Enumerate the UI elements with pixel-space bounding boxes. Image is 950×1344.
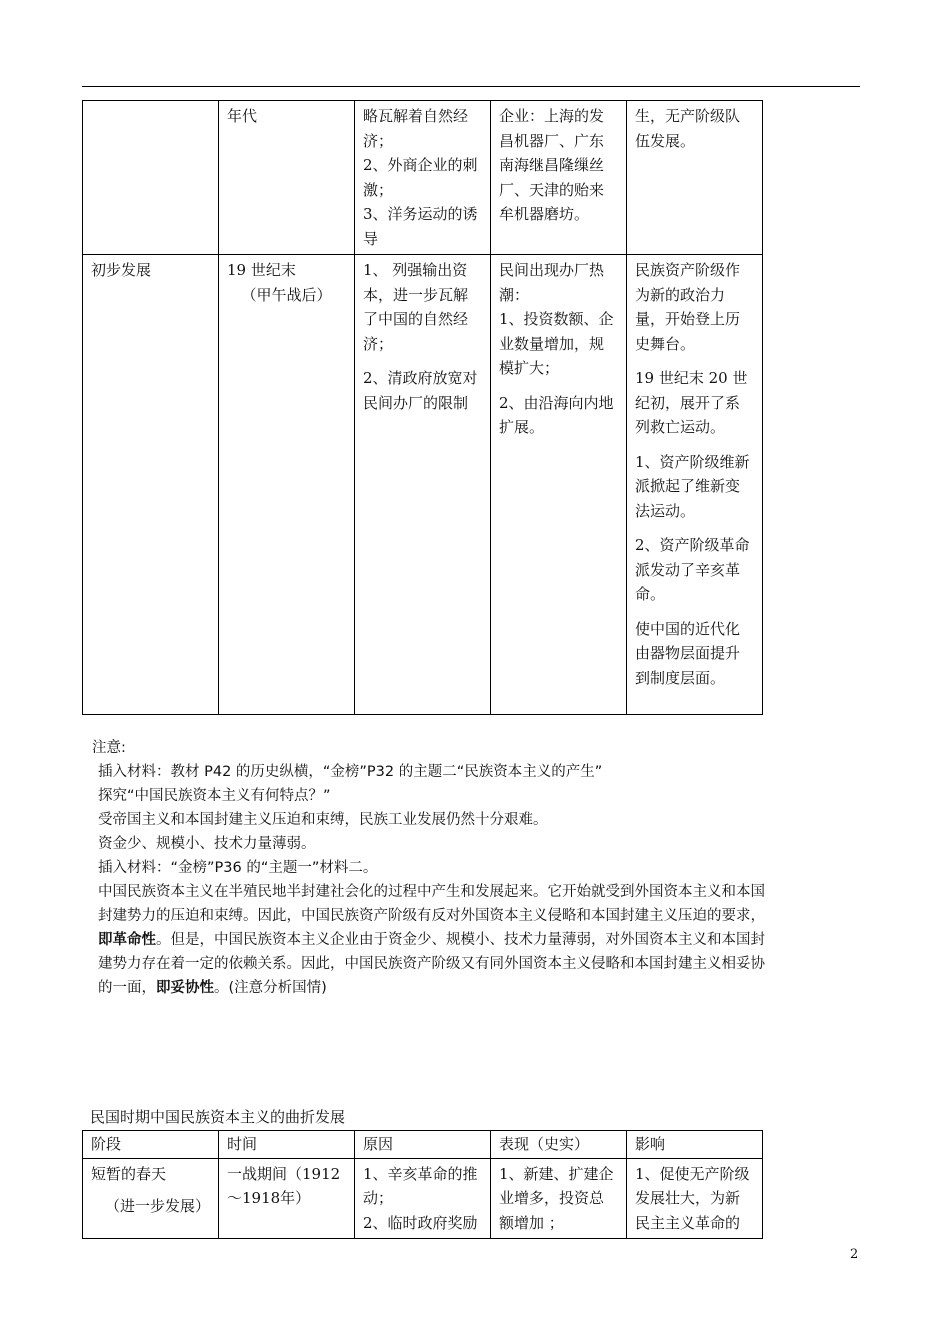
- notes-heading: 注意:: [92, 740, 126, 756]
- stage-text: （进一步发展）: [104, 1197, 210, 1215]
- note-line: [98, 976, 868, 1000]
- reason-line: 2、清政府放宽对民间办厂的限制: [363, 369, 478, 412]
- time-text: 年代: [227, 107, 258, 125]
- reason-line: 3、洋务运动的诱导: [363, 205, 478, 248]
- note-line: [98, 928, 868, 952]
- notes-section: [92, 736, 868, 1000]
- stage-text: 初步发展: [91, 261, 152, 279]
- impact-line: 民族资产阶级作为新的政治力量，开始登上历史舞台。: [635, 261, 741, 353]
- reason-line: 1、辛亥革命的推动；: [363, 1164, 478, 1207]
- reason-line: 1、 列强输出资本，进一步瓦解了中国的自然经济；: [363, 261, 469, 353]
- reasons-cell: [355, 101, 491, 255]
- time-cell: [219, 255, 355, 715]
- note-text: 的一面，: [98, 980, 156, 996]
- header-stage: 阶段: [83, 1131, 219, 1159]
- republic-era-table: [82, 1130, 763, 1239]
- header-impact: 影响: [627, 1131, 763, 1159]
- impact-line: 生，无产阶级队伍发展。: [635, 107, 741, 150]
- table-row: [83, 101, 763, 255]
- performance-line: 2、由沿海向内地扩展。: [499, 393, 614, 436]
- impact-cell: 1、促使无产阶级发展壮大，为新民主主义革命的: [627, 1158, 763, 1239]
- reason-line: 略瓦解着自然经济；: [363, 107, 469, 150]
- performance-cell: 1、新建、扩建企业增多，投资总额增加 ；: [491, 1158, 627, 1239]
- time-text: （甲午战后）: [241, 285, 332, 304]
- impact-cell: [627, 255, 763, 715]
- header-reason: 原因: [355, 1131, 491, 1159]
- development-table-continued: [82, 100, 763, 715]
- header-performance: 表现（史实）: [491, 1131, 627, 1159]
- performance-line: 企业：上海的发昌机器厂、广东南海继昌隆缫丝厂、天津的贻来牟机器磨坊。: [499, 107, 605, 223]
- reasons-cell: [355, 1158, 491, 1239]
- time-cell: 一战期间（1912～1918年）: [219, 1158, 355, 1239]
- stage-cell: [83, 255, 219, 715]
- impact-line: 2、资产阶级革命派发动了辛亥革命。: [635, 536, 750, 603]
- impact-cell: [627, 101, 763, 255]
- note-line: 中国民族资本主义在半殖民地半封建社会化的过程中产生和发展起来。它开始就受到外国资本主义和本国: [98, 884, 765, 900]
- page-number: 2: [850, 1247, 859, 1262]
- reason-line: 2、外商企业的刺激；: [363, 156, 478, 199]
- table-header-row: [83, 1131, 763, 1159]
- note-text: 。(注意分析国情): [214, 980, 327, 996]
- performance-line: 民间出现办厂热潮：: [499, 261, 605, 304]
- table-row: [83, 255, 763, 715]
- compromise-term: 即妥协性: [156, 980, 214, 996]
- impact-line: 使中国的近代化由器物层面提升到制度层面。: [635, 619, 741, 687]
- note-text: 。但是，中国民族资本主义企业由于资金少、规模小、技术力量薄弱，对外国资本主义和本国封: [156, 932, 765, 948]
- header-time: 时间: [219, 1131, 355, 1159]
- table-row: [83, 1158, 763, 1239]
- performance-cell: [491, 255, 627, 715]
- impact-line: 1、资产阶级维新派掀起了维新变法运动。: [635, 452, 750, 520]
- header-rule: [82, 86, 860, 87]
- performance-line: 1、投资数额、企业数量增加，规模扩大；: [499, 310, 614, 377]
- reasons-cell: [355, 255, 491, 715]
- note-line: 受帝国主义和本国封建主义压迫和束缚，民族工业发展仍然十分艰难。: [98, 812, 548, 828]
- reason-line: 2、临时政府奖励: [363, 1213, 478, 1232]
- stage-cell: [83, 1158, 219, 1239]
- note-line: 封建势力的压迫和束缚。因此，中国民族资产阶级有反对外国资本主义侵略和本国封建主义压迫的要求，: [98, 908, 765, 924]
- note-line: 插入材料：教材 P42 的历史纵横，“金榜”P32 的主题二“民族资本主义的产生”: [98, 764, 603, 780]
- stage-cell: [83, 101, 219, 255]
- note-line: 资金少、规模小、技术力量薄弱。: [98, 836, 316, 852]
- time-text: 19 世纪末: [227, 261, 296, 279]
- note-line: 建势力存在着一定的依赖关系。因此，中国民族资产阶级又有同外国资本主义侵略和本国封建主义相妥协: [98, 956, 765, 972]
- table2-title: 民国时期中国民族资本主义的曲折发展: [90, 1108, 346, 1126]
- stage-text: 短暂的春天: [91, 1164, 167, 1183]
- performance-cell: [491, 101, 627, 255]
- note-line: 探究“中国民族资本主义有何特点？”: [98, 788, 331, 804]
- note-line: 插入材料：“金榜”P36 的“主题一”材料二。: [98, 860, 378, 876]
- revolutionary-term: 即革命性: [98, 932, 156, 948]
- time-cell: [219, 101, 355, 255]
- impact-line: 19 世纪末 20 世纪初，展开了系列救亡运动。: [635, 369, 748, 436]
